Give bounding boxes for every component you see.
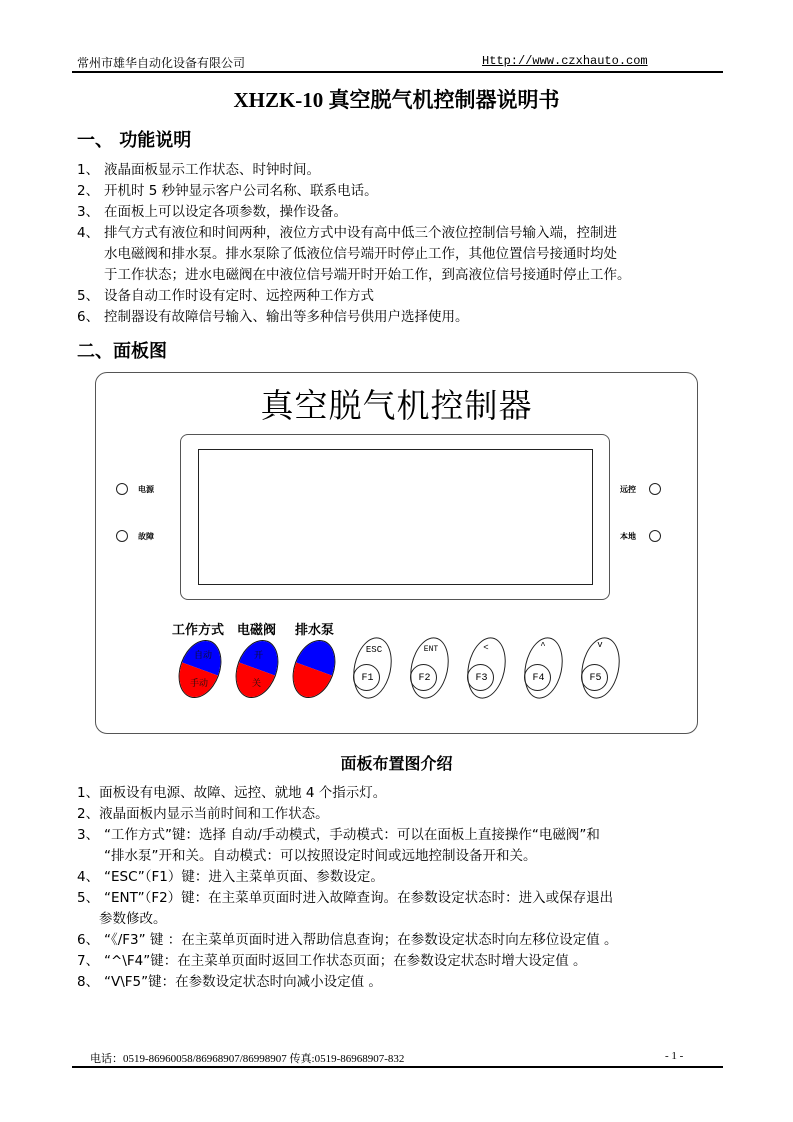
fault-led-icon <box>116 530 128 542</box>
valve-open-label: 开 <box>254 651 264 661</box>
ent-label: ENT <box>423 645 439 654</box>
panel-title: 真空脱气机控制器 <box>260 386 533 425</box>
valve-close-label: 关 <box>252 679 262 689</box>
led-label-remote: 远控 <box>620 485 636 494</box>
f4-ring: F4 <box>524 664 551 691</box>
f2-ring: F2 <box>410 664 437 691</box>
list-item-continuation: 参数修改。 <box>99 911 167 927</box>
list-item-continuation: “排水泵”开和关。自动模式：可以按照设定时间或远地控制设备开和关。 <box>104 848 537 864</box>
list-item: 4、 排气方式有液位和时间两种，液位方式中设有高中低三个液位控制信号输入端，控制进 <box>77 225 617 241</box>
mode-auto-label: 自动 <box>194 651 213 661</box>
footer-contact: 电话：0519-86960058/86968907/86998907 传真:0519-86968907-832 <box>90 1053 405 1065</box>
mode-switch-label: 工作方式 <box>172 623 225 638</box>
list-item: 5、 “ENT”（F2）键：在主菜单页面时进入故障查询。在参数设定状态时：进入或保存退出 <box>77 890 614 906</box>
lcd-display <box>198 449 593 585</box>
list-item: 7、 “^\F4”键：在主菜单页面时返回工作状态页面；在参数设定状态时增大设定值 。 <box>77 953 587 969</box>
section2-heading: 二、面板图 <box>77 341 167 362</box>
power-led-icon <box>116 483 128 495</box>
list-item: 6、 控制器设有故障信号输入、输出等多种信号供用户选择使用。 <box>77 309 469 325</box>
list-item: 2、 开机时 5 秒钟显示客户公司名称、联系电话。 <box>77 183 378 199</box>
up-arrow-icon: ^ <box>540 641 546 651</box>
f5-ring: F5 <box>581 664 608 691</box>
mode-manual-label: 手动 <box>190 679 209 689</box>
page-number: - 1 - <box>665 1050 684 1062</box>
list-item: 6、 “《/F3” 键 ：在主菜单页面时进入帮助信息查询；在参数设定状态时向左移位设定值 。 <box>77 932 618 948</box>
list-item: 1、面板设有电源、故障、远控、就地 4 个指示灯。 <box>77 785 387 801</box>
led-label-local: 本地 <box>620 532 636 541</box>
panel-layout-heading: 面板布置图介绍 <box>340 754 453 773</box>
list-item: 8、 “V\F5”键：在参数设定状态时向减小设定值 。 <box>77 974 382 990</box>
valve-switch-label: 电磁阀 <box>237 623 277 638</box>
remote-led-icon <box>649 483 661 495</box>
section1-heading: 一、 功能说明 <box>77 130 192 151</box>
f1-ring: F1 <box>353 664 380 691</box>
header-divider <box>72 71 723 73</box>
left-arrow-icon: < <box>483 643 489 653</box>
header-company: 常州市雄华自动化设备有限公司 <box>77 56 246 70</box>
pump-switch-label: 排水泵 <box>295 623 335 638</box>
list-item: 5、 设备自动工作时设有定时、远控两种工作方式 <box>77 288 374 304</box>
list-item-continuation: 水电磁阀和排水泵。排水泵除了低液位信号端开时停止工作，其他位置信号接通时均处 <box>104 246 617 262</box>
list-item: 3、 在面板上可以设定各项参数，操作设备。 <box>77 204 347 220</box>
esc-label: ESC <box>365 645 383 655</box>
led-label-fault: 故障 <box>138 532 154 541</box>
list-item-continuation: 于工作状态；进水电磁阀在中液位信号端开时开始工作，到高液位信号接通时停止工作。 <box>104 267 631 283</box>
list-item: 3、 “工作方式”键：选择 自动/手动模式，手动模式：可以在面板上直接操作“电磁阀”和 <box>77 827 600 843</box>
list-item: 2、液晶面板内显示当前时间和工作状态。 <box>77 806 329 822</box>
down-arrow-icon: v <box>597 640 603 650</box>
document-title: XHZK-10 真空脱气机控制器说明书 <box>233 88 560 112</box>
footer-divider <box>72 1066 723 1068</box>
led-label-power: 电源 <box>138 485 154 494</box>
f3-ring: F3 <box>467 664 494 691</box>
list-item: 4、 “ESC”（F1）键：进入主菜单页面、参数设定。 <box>77 869 384 885</box>
list-item: 1、 液晶面板显示工作状态、时钟时间。 <box>77 162 320 178</box>
header-url-link[interactable]: Http://www.czxhauto.com <box>482 54 648 68</box>
local-led-icon <box>649 530 661 542</box>
